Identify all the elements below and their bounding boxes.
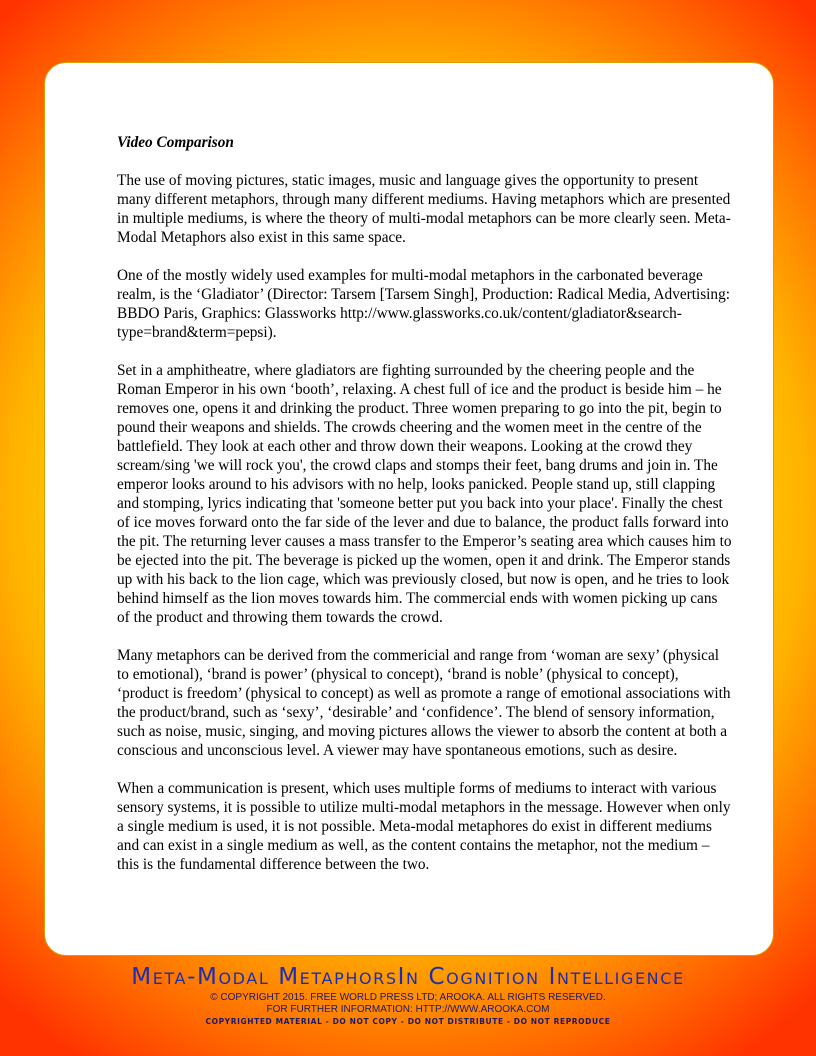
footer-copyright: © COPYRIGHT 2015. FREE WORLD PRESS LTD; AROOKA. ALL RIGHTS RESERVED.	[210, 992, 606, 1003]
section-heading: Video Comparison	[117, 134, 234, 151]
footer-legal-notice: COPYRIGHTED MATERIAL - DO NOT COPY - DO NOT DISTRIBUTE - DO NOT REPRODUCE	[205, 1017, 611, 1026]
document-page	[44, 62, 774, 956]
paragraph-conclusion: When a communication is present, which uses multiple forms of mediums to interact with various sensory systems, it is possible to utilize multi-modal metaphors in the message. However when only a single medium is used, it is not possible. Meta-modal metaphores do exist in different mediums and can exist in a single medium as well, as the content contains the metaphor, not the medium – this is the fundamental difference between the two.	[117, 780, 731, 873]
page-footer	[0, 954, 816, 1027]
footer-info: FOR FURTHER INFORMATION: HTTP://WWW.AROOKA.COM	[266, 1004, 550, 1015]
paragraph-commercial-description: Set in a amphitheatre, where gladiators are fighting surrounded by the cheering people and the Roman Emperor in his own ‘booth’, relaxing. A chest full of ice and the product is beside him – he removes one, opens it and drinking the product. Three women preparing to go into the pit, begin to pound their weapons and shields. The crowds cheering and the women meet in the centre of the battlefield. They look at each other and throw down their weapons. Looking at the crowd they scream/sing 'we will rock you', the crowd claps and stomps their feet, bang drums and join in. The emperor looks around to his advisors with no help, looks panicked. People stand up, still clapping and stomping, lyrics indicating that 'someone better put you back into your place'. Finally the chest of ice moves forward onto the far side of the lever and due to balance, the product falls forward into the pit. The returning lever causes a mass transfer to the Emperor’s seating area which causes him to be ejected into the pit. The beverage is picked up the women, open it and drink. The Emperor stands up with his back to the lion cage, which was previously closed, but now is open, and he tries to look behind himself as the lion moves towards him. The commercial ends with women picking up cans of the product and throwing them towards the crowd.	[117, 362, 732, 626]
paragraph-intro: The use of moving pictures, static images, music and language gives the opportunity to present many different metaphors, through many different mediums. Having metaphors which are presented in multiple mediums, is where the theory of multi-modal metaphors can be more clearly seen. Meta-Modal Metaphors also exist in this same space.	[117, 172, 731, 246]
footer-title: Meta-Modal MetaphorsIn Cognition Intelligence	[131, 964, 685, 990]
paragraph-metaphors: Many metaphors can be derived from the commericial and range from ‘woman are sexy’ (physical to emotional), ‘brand is power’ (physical to concept), ‘brand is noble’ (physical to concept), ‘product is freedom’ (physical to concept) as well as promote a range of emotional associations with the product/brand, such as ‘sexy’, ‘desirable’ and ‘confidence’. The blend of sensory information, such as noise, music, singing, and moving pictures allows the viewer to absorb the content at both a conscious and unconscious level. A viewer may have spontaneous emotions, such as desire.	[117, 647, 731, 759]
paragraph-gladiator-example: One of the mostly widely used examples for multi-modal metaphors in the carbonated beverage realm, is the ‘Gladiator’ (Director: Tarsem [Tarsem Singh], Production: Radical Media, Advertising: BBDO Paris, Graphics: Glassworks http://www.glassworks.co.uk/content/gladiator&search-type=brand&term=pepsi).	[117, 267, 730, 341]
